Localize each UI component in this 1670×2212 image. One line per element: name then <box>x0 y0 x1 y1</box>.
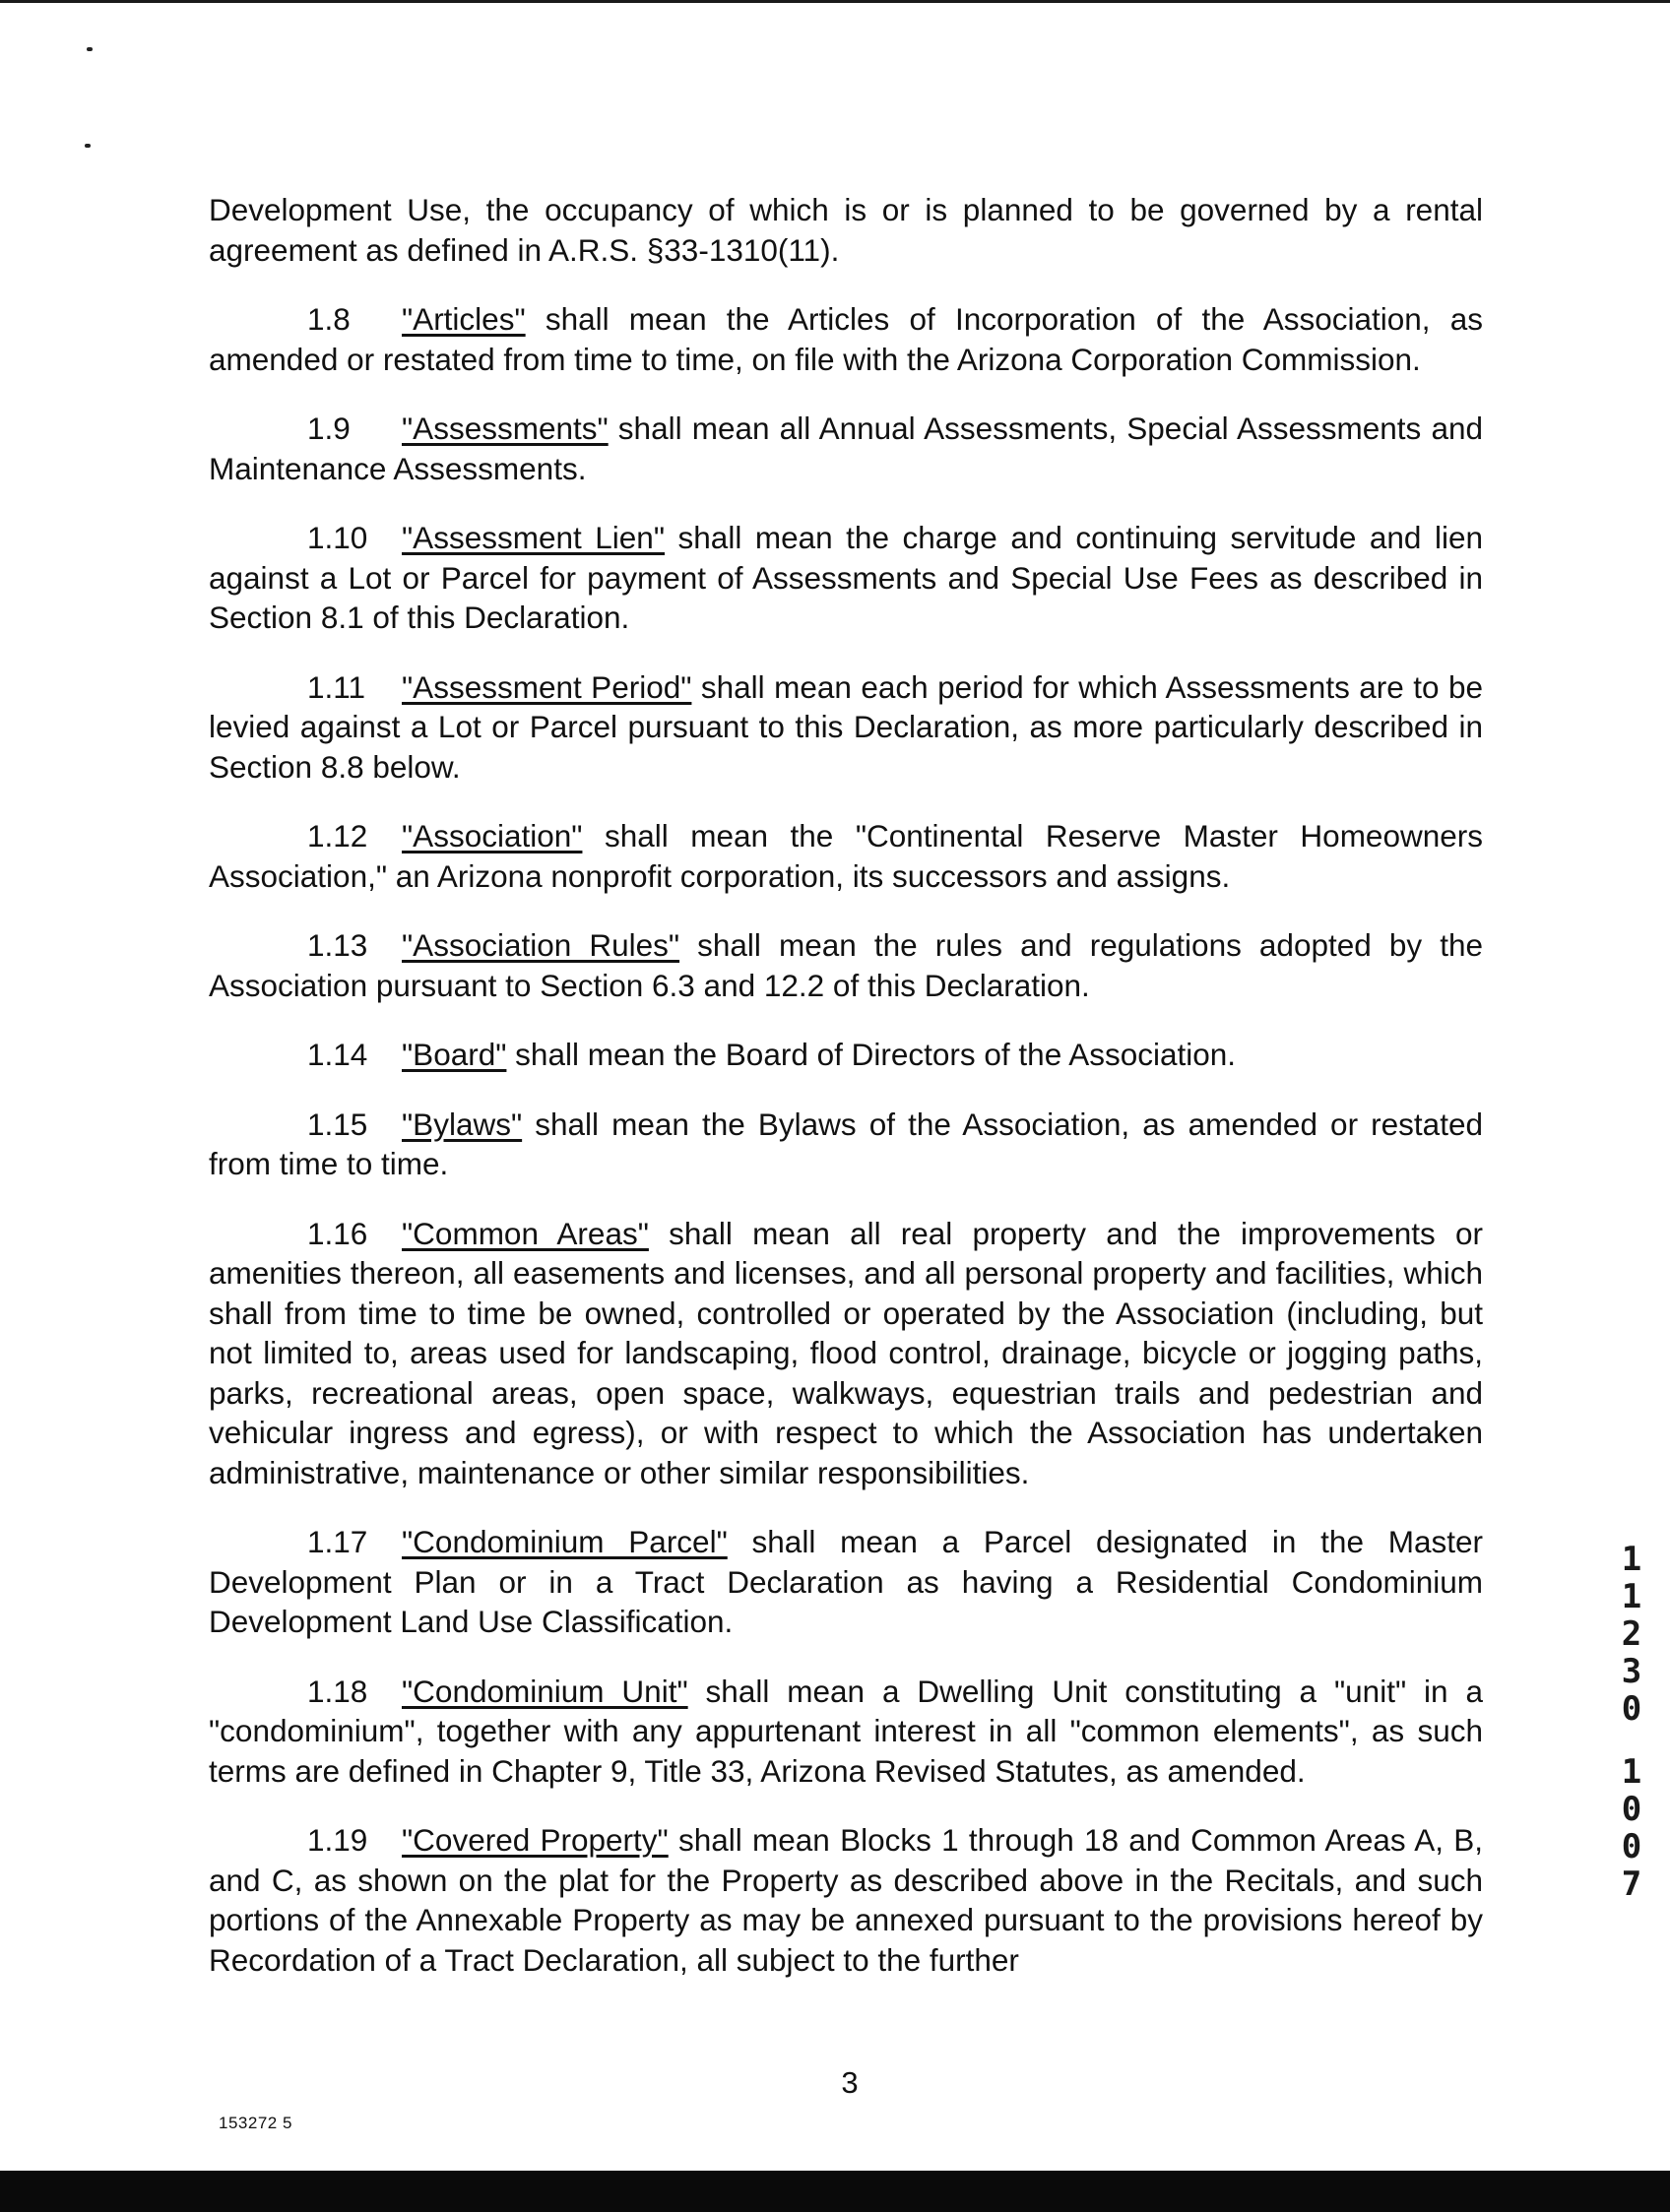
definition-1-18 <box>209 1672 1483 1792</box>
section-number: 1.15 <box>307 1106 368 1142</box>
stamp-digit: 3 <box>1621 1652 1642 1691</box>
definition-1-15 <box>209 1105 1483 1184</box>
stamp-digit: 2 <box>1621 1614 1642 1654</box>
section-number: 1.13 <box>307 927 368 963</box>
defined-term: "Assessment Period" <box>402 668 692 705</box>
recording-number-stamp <box>1615 1541 1648 1903</box>
definition-1-10 <box>209 518 1483 638</box>
paragraph-text: Development Use, the occupancy of which is or is planned to be governed by a rental agreement as defined in A.R.S. §33-1310(11). <box>209 192 1483 268</box>
defined-term: "Association" <box>402 818 583 853</box>
definition-text: shall mean a Parcel designated in the Master Development Plan or in a Tract Declaration as having a Residential Condominium Development Land Use Classification. <box>209 1524 1483 1639</box>
scan-speck <box>87 47 93 51</box>
definition-text: shall mean a Dwelling Unit constituting a "unit" in a "condominium", together with any appurtenant interest in all "common elements", as such terms are defined in Chapter 9, Title 33, Arizona Revised Statutes, as amended. <box>209 1673 1483 1789</box>
scan-bottom-band <box>0 2171 1670 2212</box>
definition-text: shall mean the Board of Directors of the Association. <box>506 1037 1237 1072</box>
section-number: 1.11 <box>307 668 365 705</box>
document-id: 153272 5 <box>219 2114 292 2132</box>
stamp-digit: 0 <box>1621 1827 1642 1866</box>
definition-1-14 <box>209 1035 1483 1075</box>
section-number: 1.12 <box>307 818 368 853</box>
stamp-digit: 1 <box>1621 1752 1642 1792</box>
stamp-digit: 0 <box>1621 1790 1642 1829</box>
section-number: 1.14 <box>307 1037 368 1072</box>
definition-text: shall mean the charge and continuing servitude and lien against a Lot or Parcel for payment of Assessments and Special Use Fees as described in Section 8.1 of this Declaration. <box>209 520 1483 635</box>
stamp-digit: 7 <box>1621 1864 1642 1904</box>
defined-term: "Articles" <box>402 301 526 337</box>
definition-1-9 <box>209 409 1483 488</box>
defined-term: "Common Areas" <box>402 1215 649 1251</box>
definition-text: shall mean all Annual Assessments, Special Assessments and Maintenance Assessments. <box>209 411 1483 486</box>
defined-term: "Assessments" <box>402 411 609 446</box>
definition-text: shall mean the Articles of Incorporation of the Association, as amended or restated from time to time, on file with the Arizona Corporation Commission. <box>209 301 1483 377</box>
stamp-gap <box>1615 1728 1648 1753</box>
definition-1-19 <box>209 1820 1483 1980</box>
section-number: 1.16 <box>307 1215 368 1251</box>
stamp-digit: 0 <box>1621 1689 1642 1729</box>
definition-text: shall mean the rules and regulations adopted by the Association pursuant to Section 6.3 and 12.2 of this Declaration. <box>209 927 1483 1003</box>
definition-1-13 <box>209 925 1483 1005</box>
definition-1-16 <box>209 1214 1483 1493</box>
section-number: 1.9 <box>307 411 351 446</box>
defined-term: "Condominium Unit" <box>402 1673 688 1709</box>
section-number: 1.19 <box>307 1822 368 1858</box>
definition-text: shall mean each period for which Assessments are to be levied against a Lot or Parcel pursuant to this Declaration, as more particularly described in Section 8.8 below. <box>209 668 1483 785</box>
definition-1-12 <box>209 816 1483 896</box>
definition-text: shall mean all real property and the improvements or amenities thereon, all easements and licenses, and all personal property and facilities, which shall from time to time be owned, controlled or operated by the Association (including, but not limited to, areas used for landscaping, flood control, drainage, bicycle or jogging paths, parks, recreational areas, open space, walkways, equestrian trails and pedestrian and vehicular ingress and egress), or with respect to which the Association has undertaken administrative, maintenance or other similar responsibilities. <box>209 1215 1483 1490</box>
section-number: 1.17 <box>307 1524 368 1559</box>
scan-speck <box>85 144 91 148</box>
stamp-digit: 1 <box>1621 1540 1642 1579</box>
definition-1-8 <box>209 299 1483 379</box>
document-body <box>209 190 1483 2009</box>
defined-term: "Condominium Parcel" <box>402 1524 728 1559</box>
stamp-digit: 1 <box>1621 1577 1642 1616</box>
defined-term: "Board" <box>402 1037 507 1072</box>
defined-term: "Bylaws" <box>402 1106 523 1142</box>
defined-term: "Covered Property" <box>402 1822 669 1858</box>
definition-text: shall mean the "Continental Reserve Master Homeowners Association," an Arizona nonprofit corporation, its successors and assigns. <box>209 818 1483 894</box>
definition-1-11 <box>209 667 1483 788</box>
definition-1-17 <box>209 1522 1483 1642</box>
scan-top-border <box>0 0 1670 3</box>
definition-text: shall mean Blocks 1 through 18 and Common Areas A, B, and C, as shown on the plat for the Property as described above in the Recitals, and such portions of the Annexable Property as may be annexed pursuant to the provisions hereof by Recordation of a Tract Declaration, all subject to the further <box>209 1822 1483 1978</box>
section-number: 1.18 <box>307 1673 368 1709</box>
section-number: 1.8 <box>307 301 351 337</box>
page-number: 3 <box>841 2065 859 2100</box>
section-number: 1.10 <box>307 520 368 555</box>
defined-term: "Assessment Lien" <box>402 520 666 555</box>
defined-term: "Association Rules" <box>402 927 680 963</box>
definition-text: shall mean the Bylaws of the Association, as amended or restated from time to time. <box>209 1106 1483 1181</box>
paragraph-continuation <box>209 190 1483 270</box>
